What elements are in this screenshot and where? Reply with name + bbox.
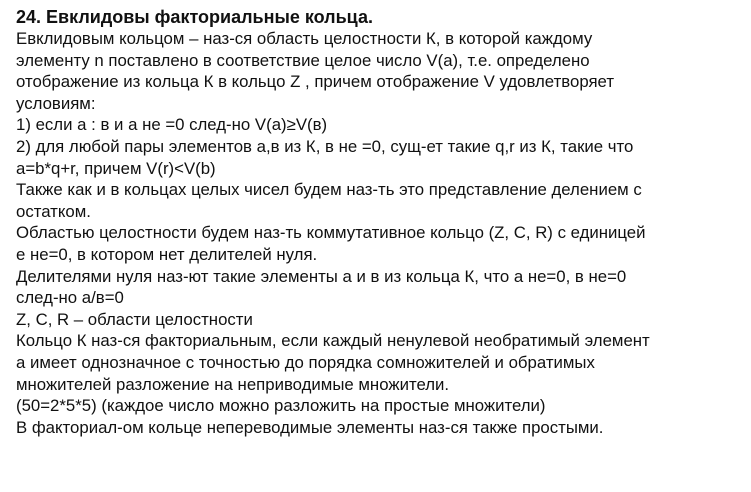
text-line: В факториал-ом кольце непереводимые элементы наз-ся также простыми.	[16, 417, 604, 437]
text-line: (50=2*5*5) (каждое число можно разложить на простые множители)	[16, 396, 546, 416]
text-line: Z, C, R – области целостности	[16, 309, 253, 329]
paragraph	[16, 179, 743, 222]
text-line: Евклидовым кольцом – наз-ся область целостности К, в которой каждому	[16, 29, 593, 48]
paragraph	[16, 28, 743, 114]
text-line: остатком.	[16, 201, 91, 221]
text-line: множителей разложение на неприводимые множители.	[16, 374, 450, 394]
text-line: отображение из кольца К в кольцо Z , причем отображение V удовлетворяет	[16, 72, 615, 92]
paragraph	[16, 330, 743, 395]
text-line: a=b*q+r, причем V(r)<V(b)	[16, 158, 216, 178]
text-line: Делителями нуля наз-ют такие элементы а и в из кольца К, что а не=0, в не=0	[16, 266, 627, 286]
section-title: 24. Евклидовы факториальные кольца.	[16, 7, 373, 27]
paragraph	[16, 222, 743, 265]
paragraph	[16, 395, 743, 417]
text-line: а имеет однозначное с точностью до порядка сомножителей и обратимых	[16, 352, 595, 372]
text-line: элементу n поставлено в соответствие целое число V(a), т.е. определено	[16, 50, 590, 70]
text-line: 2) для любой пары элементов а,в из К, в не =0, сущ-ет такие q,r из К, такие что	[16, 136, 634, 156]
text-line: след-но а/в=0	[16, 288, 124, 308]
paragraph	[16, 114, 743, 136]
document-body	[16, 28, 743, 438]
text-line: условиям:	[16, 93, 96, 113]
text-line: 1) если а : в и а не =0 след-но V(а)≥V(в)	[16, 115, 328, 135]
paragraph	[16, 136, 743, 179]
text-line: Кольцо К наз-ся факториальным, если каждый ненулевой необратимый элемент	[16, 331, 650, 351]
paragraph	[16, 309, 743, 331]
paragraph	[16, 266, 743, 309]
text-line: Также как и в кольцах целых чисел будем наз-ть это представление делением с	[16, 180, 642, 200]
paragraph	[16, 417, 743, 439]
text-line: е не=0, в котором нет делителей нуля.	[16, 244, 318, 264]
text-line: Областью целостности будем наз-ть коммутативное кольцо (Z, C, R) с единицей	[16, 223, 646, 243]
